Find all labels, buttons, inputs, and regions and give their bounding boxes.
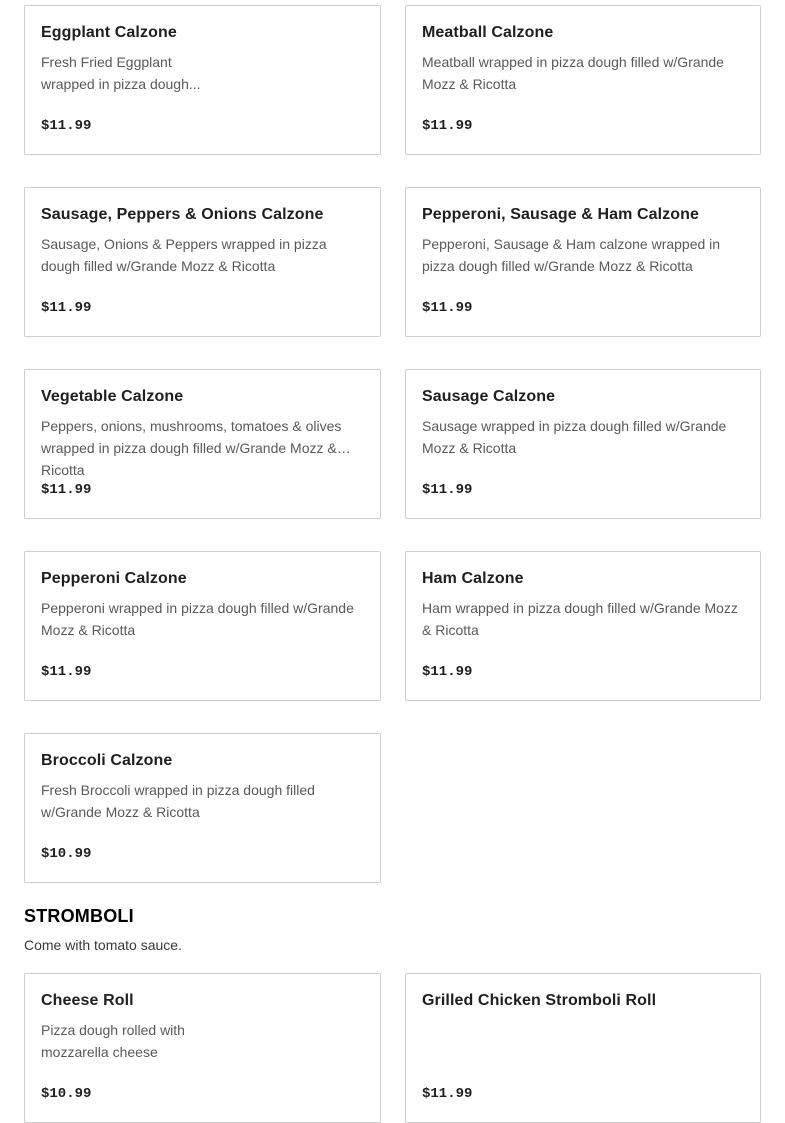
menu-item-price: $11.99 [422, 482, 473, 498]
menu-item-price: $11.99 [422, 300, 473, 316]
menu-item-card[interactable] [405, 5, 761, 155]
stromboli-menu-grid [24, 973, 761, 1123]
menu-item-description: Fresh Fried Eggplant wrapped in pizza dough... [41, 54, 201, 92]
menu-item-price: $11.99 [422, 1086, 473, 1102]
menu-item-card[interactable] [24, 733, 381, 883]
menu-item-name: Meatball Calzone [422, 24, 554, 41]
menu-item-description: Sausage, Onions & Peppers wrapped in pizza dough filled w/Grande Mozz & Ricotta [41, 236, 327, 274]
menu-item-name: Broccoli Calzone [41, 752, 173, 769]
menu-item-card[interactable] [24, 187, 381, 337]
menu-item-price: $10.99 [41, 1086, 92, 1102]
menu-item-price: $11.99 [422, 664, 473, 680]
menu-item-card[interactable] [24, 5, 381, 155]
menu-item-description: Peppers, onions, mushrooms, tomatoes & olives wrapped in pizza dough filled w/Grande Mozz & Ricotta [41, 418, 342, 478]
menu-item-card[interactable] [405, 369, 761, 519]
menu-item-name: Cheese Roll [41, 992, 134, 1009]
menu-item-description: Ham wrapped in pizza dough filled w/Grande Mozz & Ricotta [422, 600, 738, 638]
menu-item-card[interactable] [405, 187, 761, 337]
menu-item-card[interactable] [405, 551, 761, 701]
section-heading: STROMBOLI [24, 906, 134, 926]
menu-item-price: $10.99 [41, 846, 92, 862]
menu-item-card[interactable] [24, 551, 381, 701]
menu-item-name: Ham Calzone [422, 570, 524, 587]
calzone-menu-grid [24, 5, 761, 883]
menu-item-price: $11.99 [422, 118, 473, 134]
menu-item-description: Pepperoni, Sausage & Ham calzone wrapped in pizza dough filled w/Grande Mozz & Ricotta [422, 236, 721, 274]
menu-item-description: Fresh Broccoli wrapped in pizza dough filled w/Grande Mozz & Ricotta [41, 782, 315, 820]
menu-item-name: Sausage, Peppers & Onions Calzone [41, 206, 324, 223]
menu-item-description: Pizza dough rolled with mozzarella cheese [41, 1022, 185, 1060]
menu-item-name: Sausage Calzone [422, 388, 556, 405]
menu-item-name: Pepperoni, Sausage & Ham Calzone [422, 206, 700, 223]
menu-item-card[interactable] [405, 973, 761, 1123]
menu-item-name: Pepperoni Calzone [41, 570, 187, 587]
menu-item-price: $11.99 [41, 300, 92, 316]
section-subtitle: Come with tomato sauce. [24, 937, 182, 953]
menu-item-card[interactable] [24, 369, 381, 519]
menu-item-description: Meatball wrapped in pizza dough filled w/Grande Mozz & Ricotta [422, 54, 724, 92]
menu-item-price: $11.99 [41, 482, 92, 498]
menu-item-price: $11.99 [41, 118, 92, 134]
menu-item-card[interactable] [24, 973, 381, 1123]
menu-item-name: Vegetable Calzone [41, 388, 184, 405]
menu-item-name: Grilled Chicken Stromboli Roll [422, 992, 657, 1009]
menu-item-price: $11.99 [41, 664, 92, 680]
menu-item-description: Pepperoni wrapped in pizza dough filled w/Grande Mozz & Ricotta [41, 600, 354, 638]
menu-item-description: Sausage wrapped in pizza dough filled w/Grande Mozz & Ricotta [422, 418, 727, 456]
menu-item-name: Eggplant Calzone [41, 24, 177, 41]
